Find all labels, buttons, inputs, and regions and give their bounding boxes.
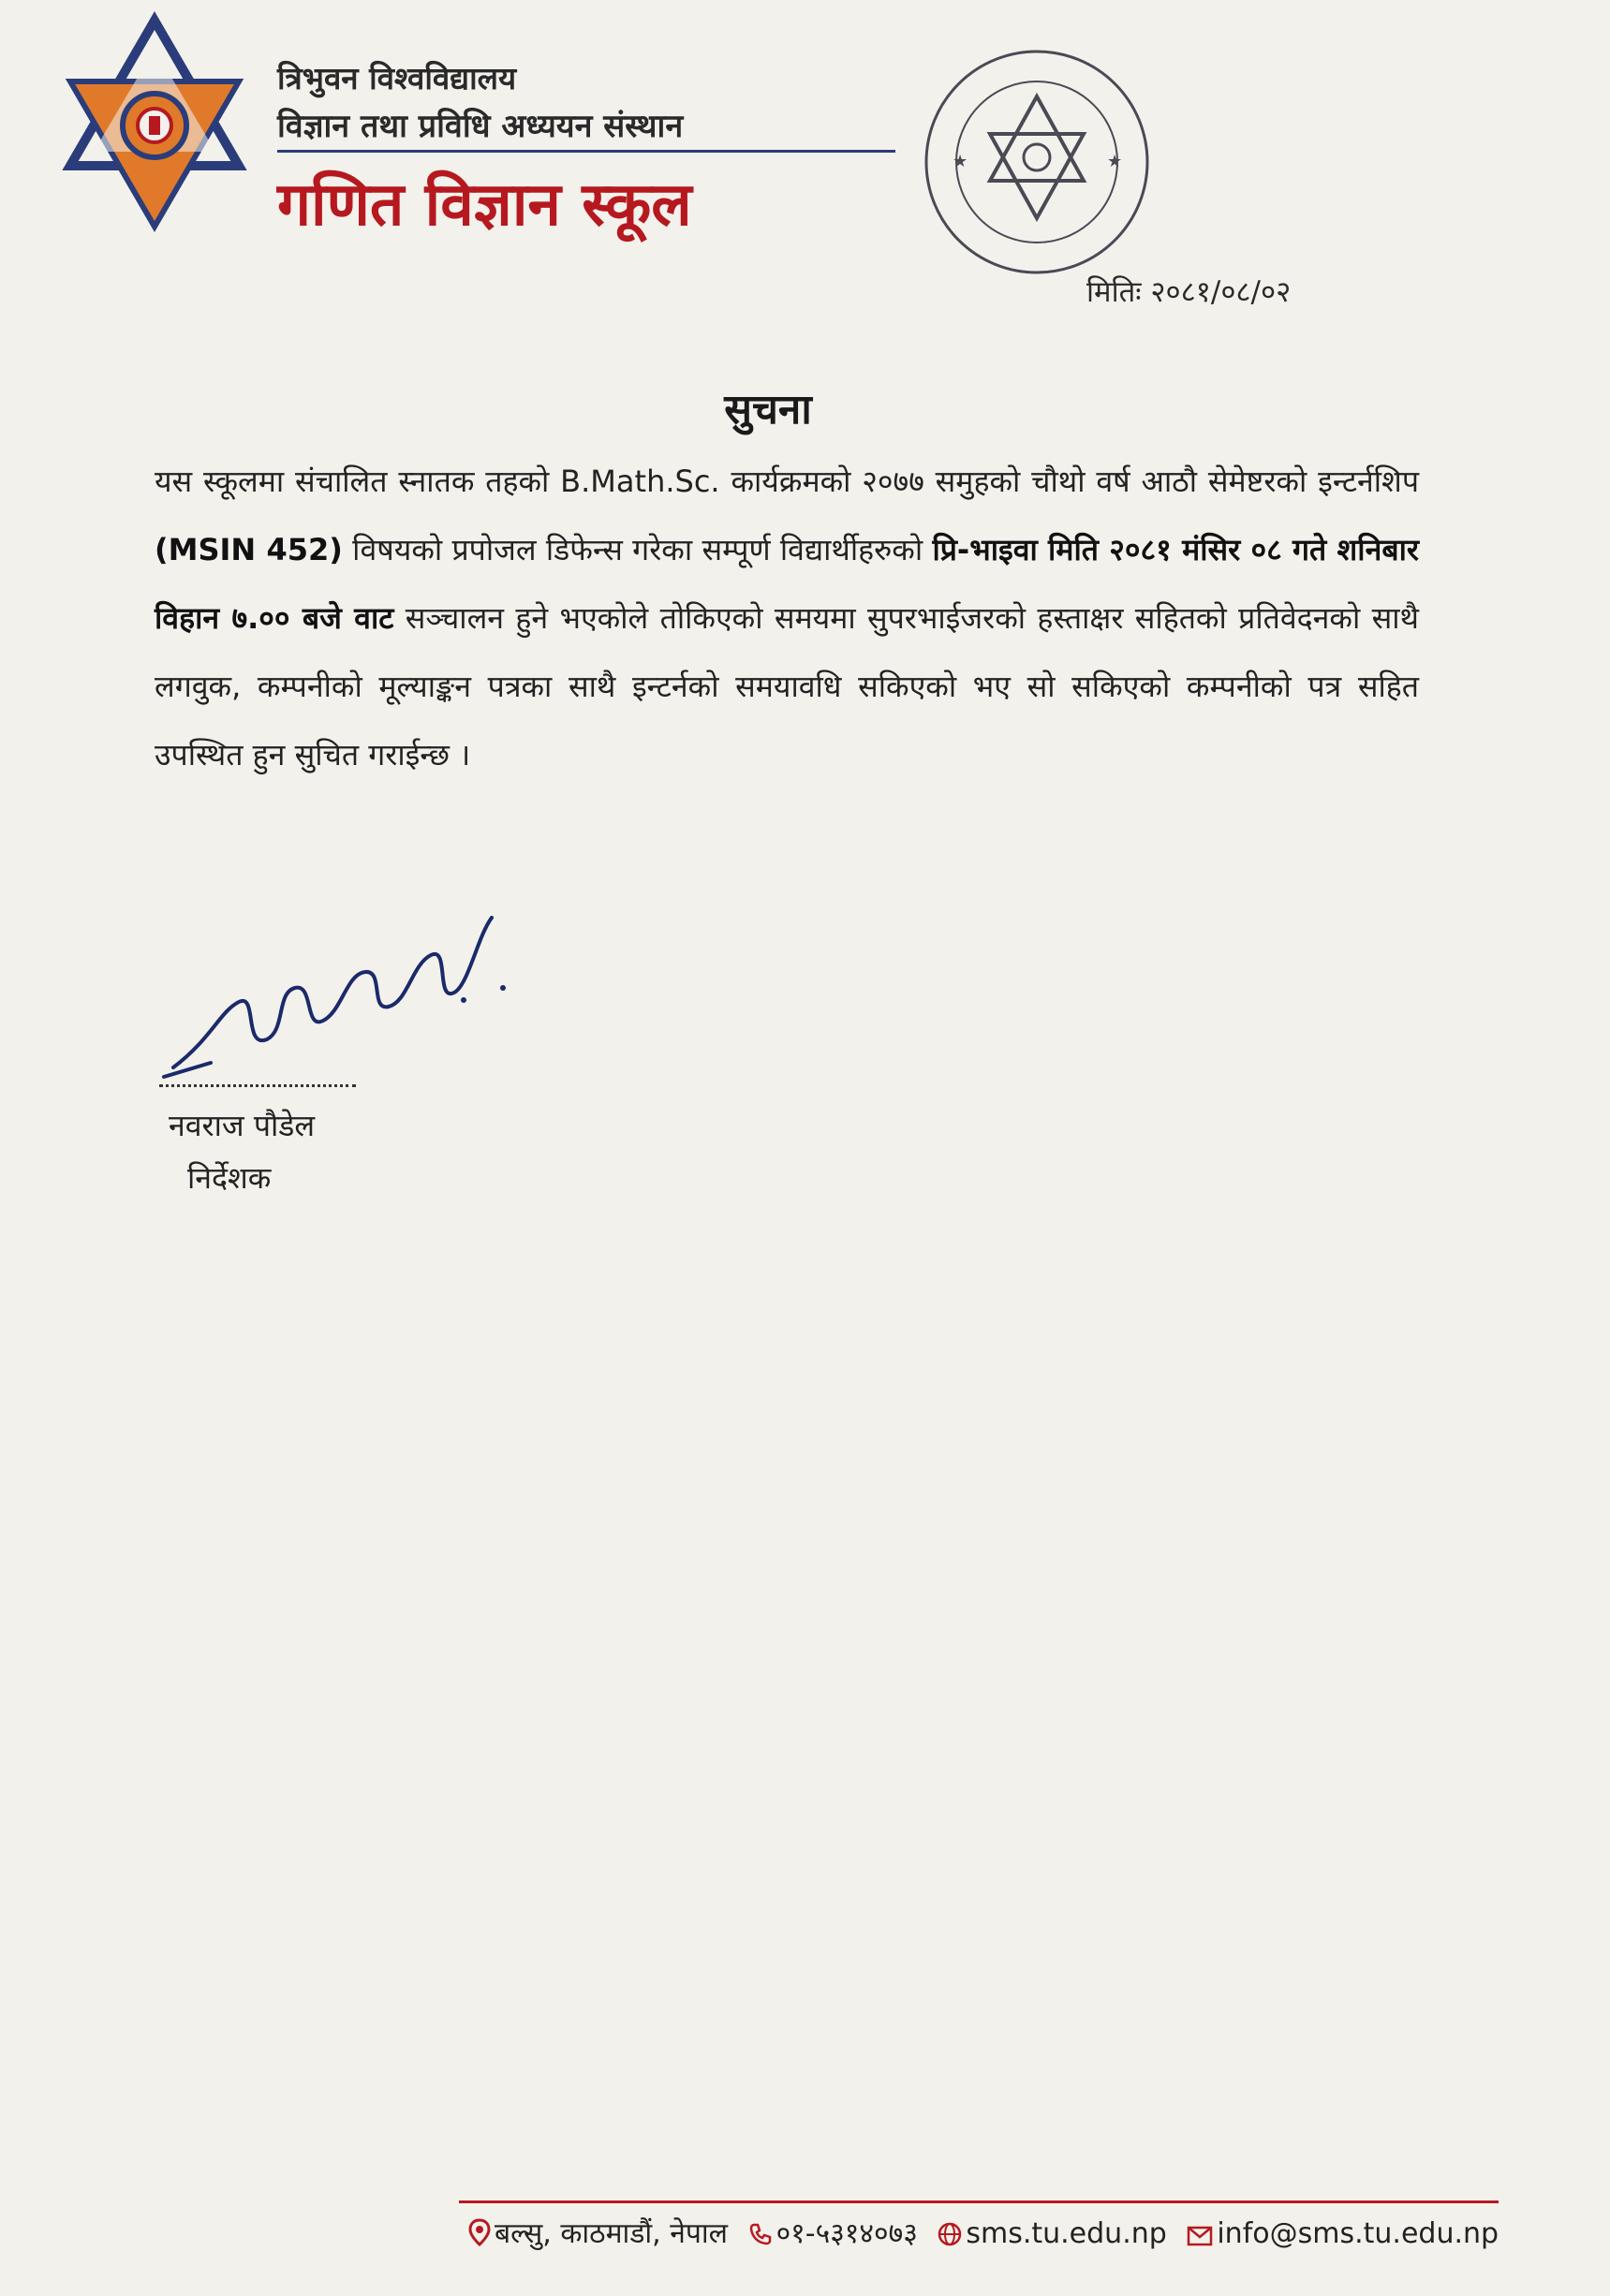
body-text-part: सञ्चालन हुने भएकोले तोकिएको समयमा सुपरभाईजरको हस्ताक्षर सहितको प्रतिवेदनको साथै लगवुक, कम्पनीको मूल्याङ्कन पत्रका साथै इन्टर्नको समयावधि सकिएको भए सो सकिएको कम्पनीको पत्र सहित उपस्थित हुन सुचित गराईन्छ । — [155, 600, 1420, 773]
globe-icon — [938, 2222, 962, 2246]
notice-title: सुचना — [724, 386, 812, 434]
notice-date — [1086, 272, 1291, 311]
footer-website[interactable] — [938, 2217, 1175, 2250]
svg-text:★: ★ — [1107, 152, 1123, 171]
footer-divider — [459, 2200, 1499, 2203]
website-link[interactable]: sms.tu.edu.np — [966, 2217, 1167, 2250]
signature-line — [159, 1084, 356, 1087]
header-divider — [277, 150, 895, 153]
body-text-part: विषयको प्रपोजल डिफेन्स गरेका सम्पूर्ण विद्यार्थीहरुको — [342, 532, 933, 567]
body-text-part: यस स्कूलमा संचालित स्नातक तहको B.Math.Sc. कार्यक्रमको २०७७ समुहको चौथो वर्ष आठौ सेमेष्टरको इन्टर्नशिप — [155, 464, 1419, 499]
envelope-icon — [1187, 2226, 1213, 2246]
university-logo — [56, 11, 253, 236]
date-label: मितिः — [1086, 275, 1142, 309]
school-name: गणित विज्ञान स्कूल — [277, 169, 692, 240]
date-value: २०८१/०८/०२ — [1150, 275, 1292, 309]
signatory-name: नवराज पौडेल — [169, 1108, 316, 1143]
address-text: बल्सु, काठमाडौं, नेपाल — [495, 2217, 729, 2250]
phone-icon — [748, 2222, 773, 2246]
institute-name: विज्ञान तथा प्रविधि अध्ययन संस्थान — [277, 108, 684, 145]
footer-address — [468, 2217, 737, 2250]
footer-email[interactable] — [1187, 2217, 1499, 2250]
footer-phone — [748, 2217, 927, 2250]
university-name: त्रिभुवन विश्वविद्यालय — [277, 60, 517, 96]
email-link[interactable]: info@sms.tu.edu.np — [1217, 2217, 1499, 2250]
svg-text:★: ★ — [953, 152, 968, 171]
location-pin-icon — [468, 2218, 491, 2246]
previva-schedule: प्रि-भाइवा मिति २०८१ मंसिर ०८ गते शनिबार विहान ७.०० बजे वाट — [155, 532, 1419, 636]
phone-text: ०१-५३१४०७३ — [775, 2217, 918, 2250]
footer-contacts — [468, 2213, 1508, 2251]
notice-body — [155, 448, 1419, 789]
office-seal-stamp — [920, 45, 1154, 279]
course-code: (MSIN 452) — [155, 532, 343, 567]
signatory-title: निर्देशक — [187, 1160, 272, 1196]
director-signature — [155, 899, 548, 1086]
